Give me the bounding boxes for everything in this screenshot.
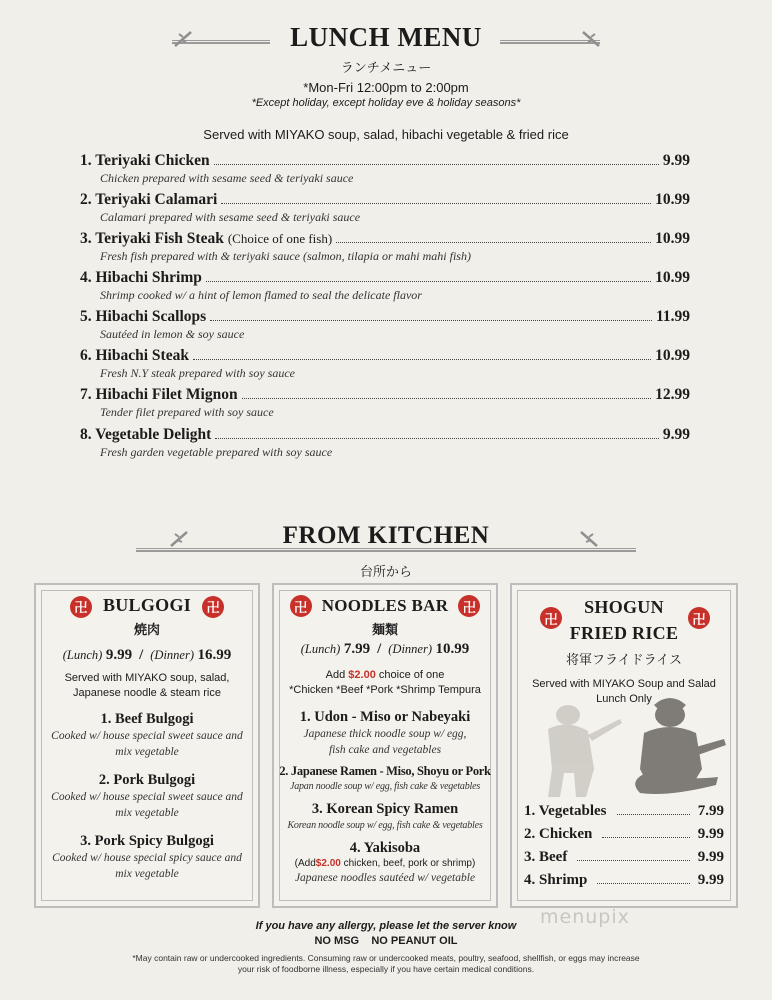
shogun-item: [524, 803, 724, 820]
lunch-item-price: 10.99: [655, 230, 690, 247]
dot-leader: [577, 860, 689, 861]
lunch-menu-jp-title: ランチメニュー: [340, 61, 432, 76]
noodles-item-name: 4. Yakisoba: [349, 840, 421, 856]
add-choices: *Chicken *Beef *Pork *Shrimp Tempura: [289, 684, 481, 696]
shogun-item-price: 9.99: [697, 849, 724, 865]
lunch-item-name: 8. Vegetable Delight: [80, 426, 212, 443]
shogun-item-price: 7.99: [697, 803, 724, 819]
lunch-item-row: [80, 230, 690, 248]
shogun-box: [510, 583, 738, 908]
lunch-item-desc: Shrimp cooked w/ a hint of lemon flamed to seal the delicate flavor: [100, 288, 422, 302]
shogun-jp: 将軍フライドライス: [565, 653, 683, 668]
noodles-item-name: 3. Korean Spicy Ramen: [311, 801, 459, 817]
bulgogi-item-name: 1. Beef Bulgogi: [100, 711, 194, 727]
dinner-price: 10.99: [435, 641, 470, 657]
lunch-item-desc: Fresh N.Y steak prepared with soy sauce: [100, 366, 295, 380]
shogun-item: [524, 872, 724, 889]
lunch-item-desc: Tender filet prepared with soy sauce: [100, 405, 274, 419]
noodles-item-name: 2. Japanese Ramen - Miso, Shoyu or Pork: [279, 764, 491, 778]
lunch-label: (Lunch): [300, 642, 341, 656]
shogun-title-1: SHOGUN: [584, 597, 664, 617]
lunch-item-price: 12.99: [655, 386, 690, 403]
bulgogi-item-desc: Cooked w/ house special spicy sauce and: [52, 852, 242, 864]
noodles-item-desc: Japan noodle soup w/ egg, fish cake & vegetables: [289, 781, 481, 792]
shogun-item-name: 1. Vegetables: [524, 803, 607, 819]
lunch-item-name: 6. Hibachi Steak: [80, 347, 189, 364]
noodles-item: [274, 840, 496, 886]
bulgogi-served: [36, 671, 258, 701]
served-line: Served with MIYAKO Soup and Salad: [532, 678, 716, 690]
noodles-title: NOODLES BAR: [321, 595, 449, 615]
dot-leader: [206, 281, 651, 282]
bulgogi-item-name: 2. Pork Bulgogi: [98, 772, 196, 788]
lunch-item-name: 2. Teriyaki Calamari: [80, 191, 218, 208]
dinner-price: 16.99: [197, 647, 232, 663]
shou-emblem-icon: 卍: [70, 596, 92, 618]
lunch-item-price: 9.99: [662, 426, 690, 443]
lunch-item-price: 10.99: [655, 347, 690, 364]
lunch-price: 7.99: [343, 641, 371, 657]
price-separator: /: [377, 641, 382, 657]
shogun-item-price: 9.99: [697, 826, 724, 842]
lunch-item: [80, 230, 690, 264]
lunch-item-price: 10.99: [655, 269, 690, 286]
lunch-item-desc: Fresh fish prepared with & teriyaki sauce (salmon, tilapia or mahi mahi fish): [100, 249, 471, 263]
bulgogi-jp: 焼肉: [133, 623, 160, 638]
add-text: Add: [325, 669, 346, 681]
shou-emblem-icon: 卍: [202, 596, 224, 618]
noodles-item: [274, 764, 496, 795]
bulgogi-header: [36, 595, 258, 618]
bulgogi-item-desc: mix vegetable: [115, 807, 179, 819]
dot-leader: [221, 203, 651, 204]
shogun-item: [524, 849, 724, 866]
add-price: $2.00: [348, 669, 376, 681]
add-text: (Add: [294, 858, 316, 869]
shogun-title-2: FRIED RICE: [569, 623, 679, 643]
noodles-item-desc: fish cake and vegetables: [328, 744, 442, 756]
bulgogi-title: BULGOGI: [102, 595, 192, 615]
noodles-header: [274, 595, 496, 617]
lunch-item-price: 9.99: [662, 152, 690, 169]
lunch-served-with: Served with MIYAKO soup, salad, hibachi vegetable & fried rice: [203, 127, 569, 142]
lunch-item: [80, 386, 690, 420]
bulgogi-item-name: 3. Pork Spicy Bulgogi: [80, 833, 214, 849]
noodles-item-desc: Japanese thick noodle soup w/ egg,: [303, 728, 467, 740]
lunch-menu-title: LUNCH MENU: [290, 22, 482, 52]
shogun-item-name: 4. Shrimp: [524, 872, 588, 888]
lunch-item: [80, 308, 690, 342]
lunch-item-price: 10.99: [655, 191, 690, 208]
bulgogi-item: [36, 772, 258, 821]
lunch-item: [80, 152, 690, 186]
lunch-item-name: 3. Teriyaki Fish Steak: [80, 230, 224, 247]
noodles-box: [272, 583, 498, 908]
no-msg-line: [0, 935, 772, 947]
dot-leader: [602, 837, 689, 838]
lunch-item-row: [80, 308, 690, 326]
shogun-item: [524, 826, 724, 843]
price-separator: /: [139, 647, 144, 663]
lunch-item-desc: Chicken prepared with sesame seed & teriyaki sauce: [100, 171, 354, 185]
dinner-label: (Dinner): [388, 642, 432, 656]
allergy-note: If you have any allergy, please let the server know: [255, 920, 517, 932]
dot-leader: [215, 438, 659, 439]
served-line: Japanese noodle & steam rice: [73, 687, 221, 699]
noodles-item: [274, 801, 496, 834]
bulgogi-prices: [36, 647, 258, 664]
lunch-item-name: 1. Teriyaki Chicken: [80, 152, 210, 169]
lunch-item-row: [80, 269, 690, 287]
shou-emblem-icon: 卍: [458, 595, 480, 617]
dot-leader: [336, 242, 651, 243]
disclaimer: [0, 953, 772, 975]
add-price: $2.00: [315, 858, 341, 869]
shou-emblem-icon: 卍: [688, 607, 710, 629]
noodles-add: [274, 668, 496, 698]
dinner-label: (Dinner): [150, 648, 194, 662]
bulgogi-item: [36, 833, 258, 882]
bulgogi-item-desc: mix vegetable: [115, 868, 179, 880]
shogun-item-price: 9.99: [697, 872, 724, 888]
lunch-item: [80, 269, 690, 303]
from-kitchen-title: FROM KITCHEN: [282, 522, 490, 549]
watermark: menupix: [540, 906, 630, 928]
disclaimer-line: your risk of foodborne illness, especially if you have certain medical conditions.: [237, 964, 535, 974]
shogun-item-name: 3. Beef: [524, 849, 568, 865]
lunch-item-row: [80, 386, 690, 404]
add-text: choice of one: [378, 669, 445, 681]
disclaimer-line: *May contain raw or undercooked ingredients. Consuming raw or undercooked meats, poultry, seafood, shellfish, or eggs may increase: [132, 953, 640, 963]
noodles-item: [274, 709, 496, 758]
dot-leader: [242, 398, 652, 399]
lunch-label: (Lunch): [62, 648, 103, 662]
bulgogi-item-desc: Cooked w/ house special sweet sauce and: [51, 730, 243, 742]
lunch-item-row: [80, 347, 690, 365]
no-peanut-oil: NO PEANUT OIL: [371, 935, 458, 947]
bulgogi-item-desc: mix vegetable: [115, 746, 179, 758]
lunch-item: [80, 426, 690, 460]
lunch-item: [80, 347, 690, 381]
lunch-item-note: (Choice of one fish): [227, 231, 333, 246]
yakisoba-add: [274, 857, 496, 870]
from-kitchen-jp-title: 台所から: [359, 565, 412, 580]
dot-leader: [193, 359, 651, 360]
samurai-illustration: [528, 689, 728, 804]
bulgogi-item-desc: Cooked w/ house special sweet sauce and: [51, 791, 243, 803]
lunch-item-name: 5. Hibachi Scallops: [80, 308, 207, 325]
noodles-prices: [274, 641, 496, 658]
dot-leader: [597, 883, 689, 884]
lunch-price: 9.99: [105, 647, 133, 663]
dot-leader: [210, 320, 652, 321]
dot-leader: [214, 164, 659, 165]
lunch-item: [80, 191, 690, 225]
lunch-item-row: [80, 191, 690, 209]
bulgogi-item: [36, 711, 258, 760]
shogun-item-name: 2. Chicken: [524, 826, 593, 842]
noodles-jp: 麺類: [371, 623, 398, 638]
lunch-hours: *Mon-Fri 12:00pm to 2:00pm: [303, 80, 469, 95]
add-text: chicken, beef, pork or shrimp): [343, 858, 476, 869]
lunch-item-row: [80, 152, 690, 170]
noodles-item-desc: Japanese noodles sautéed w/ vegetable: [294, 872, 476, 884]
lunch-item-desc: Sautéed in lemon & soy sauce: [100, 327, 245, 341]
shou-emblem-icon: 卍: [290, 595, 312, 617]
lunch-item-row: [80, 426, 690, 444]
noodles-item-desc: Korean noodle soup w/ egg, fish cake & vegetables: [287, 820, 483, 831]
lunch-item-name: 7. Hibachi Filet Mignon: [80, 386, 238, 403]
no-msg: NO MSG: [314, 935, 360, 947]
lunch-item-price: 11.99: [655, 308, 690, 325]
lunch-only: Lunch Only: [596, 693, 652, 705]
lunch-item-desc: Calamari prepared with sesame seed & teriyaki sauce: [100, 210, 361, 224]
shou-emblem-icon: 卍: [540, 607, 562, 629]
lunch-item-desc: Fresh garden vegetable prepared with soy sauce: [100, 445, 333, 459]
lunch-exceptions: *Except holiday, except holiday eve & holiday seasons*: [251, 97, 521, 109]
lunch-item-name: 4. Hibachi Shrimp: [80, 269, 202, 286]
served-line: Served with MIYAKO soup, salad,: [64, 672, 230, 684]
bulgogi-box: [34, 583, 260, 908]
dot-leader: [617, 814, 690, 815]
noodles-item-name: 1. Udon - Miso or Nabeyaki: [299, 709, 471, 725]
